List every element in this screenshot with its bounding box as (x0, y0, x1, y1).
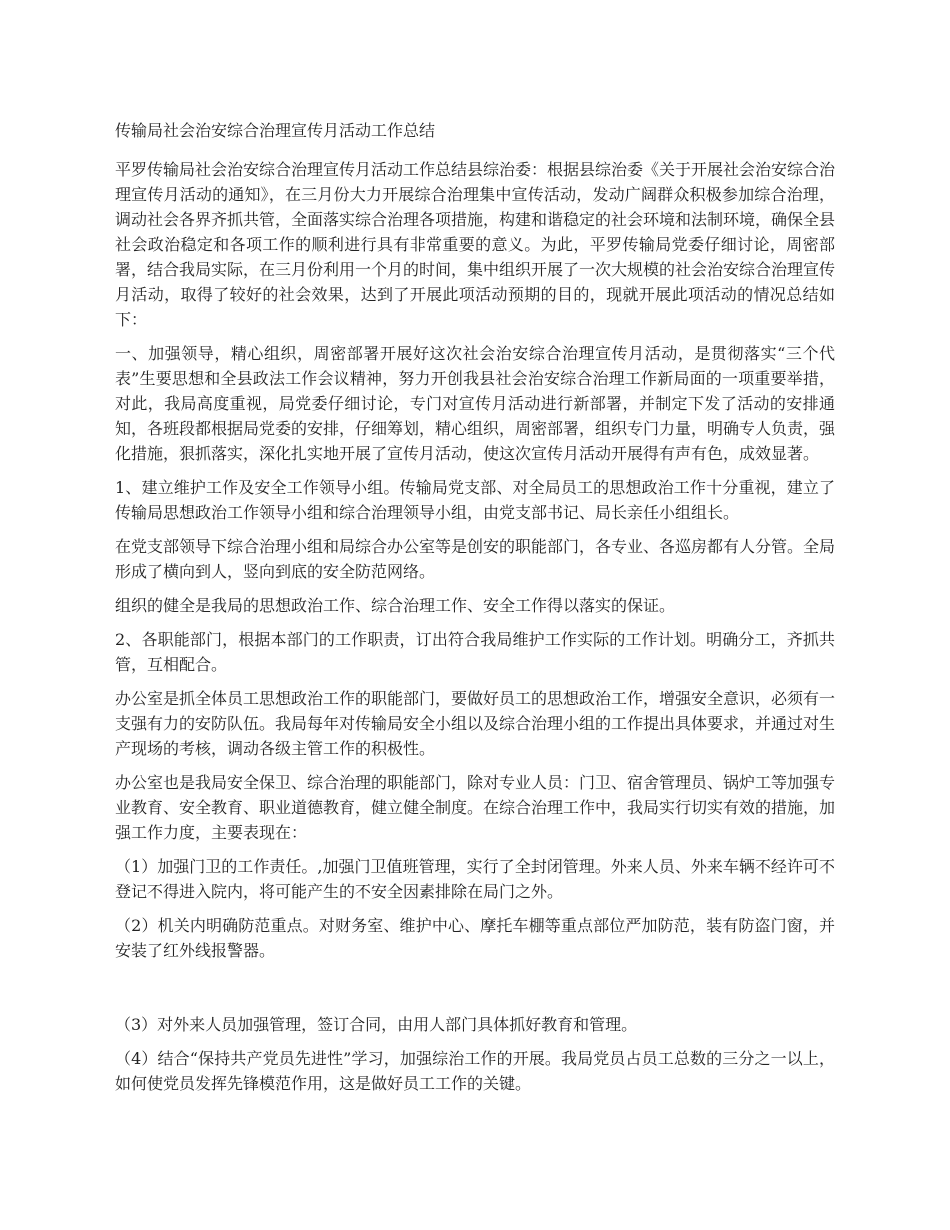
paragraph-intro: 平罗传输局社会治安综合治理宣传月活动工作总结县综治委：根据县综治委《关于开展社会治安综合治理宣传月活动的通知》，在三月份大力开展综合治理集中宣传活动，发动广阔群众积极参加综合治理，调动社会各界齐抓共管，全面落实综合治理各项措施，构建和谐稳定的社会环境和法制环境，确保全县社会政治稳定和各项工作的顺利进行具有非常重要的意义。为此，平罗传输局党委仔细讨论，周密部署，结合我局实际，在三月份利用一个月的时间，集中组织开展了一次大规模的社会治安综合治理宣传月活动，取得了较好的社会效果，达到了开展此项活动预期的目的，现就开展此项活动的情况总结如下： (115, 160, 836, 329)
paragraph-point-2: （2）机关内明确防范重点。对财务室、维护中心、摩托车棚等重点部位严加防范，装有防盗门窗，并安装了红外线报警器。 (115, 916, 835, 960)
paragraph-point-1: （1）加强门卫的工作责任。,加强门卫值班管理，实行了全封闭管理。外来人员、外来车辆不经许可不登记不得进入院内，将可能产生的不安全因素排除在局门之外。 (115, 857, 835, 901)
document-page (115, 118, 835, 1105)
document-title: 传输局社会治安综合治理宣传月活动工作总结 (115, 121, 436, 140)
paragraph-item-1: 1、建立维护工作及安全工作领导小组。传输局党支部、对全局员工的思想政治工作十分重视，建立了传输局思想政治工作领导小组和综合治理领导小组，由党支部书记、局长亲任小组组长。 (115, 478, 835, 522)
paragraph-point-3: （3）对外来人员加强管理，签订合同，由用人部门具体抓好教育和管理。 (115, 1015, 638, 1034)
paragraph-office-security: 办公室也是我局安全保卫、综合治理的职能部门，除对专业人员：门卫、宿舍管理员、锅炉工等加强专业教育、安全教育、职业道德教育，健立健全制度。在综合治理工作中，我局实行切实有效的措施，加强工作力度，主要表现在： (115, 773, 836, 842)
paragraph-section-1: 一、加强领导，精心组织，周密部署开展好这次社会治安综合治理宣传月活动，是贯彻落实“三个代表”生要思想和全县政法工作会议精神，努力开创我县社会治安综合治理工作新局面的一项重要举措，对此，我局高度重视，局党委仔细讨论，专门对宣传月活动进行新部署，并制定下发了活动的安排通知，各班段都根据局党委的安排，仔细筹划，精心组织，周密部署，组织专门力量，明确专人负责，强化措施，狠抓落实，深化扎实地开展了宣传月活动，使这次宣传月活动开展得有声有色，成效显著。 (115, 344, 836, 463)
paragraph-item-2: 2、各职能部门，根据本部门的工作职责，订出符合我局维护工作实际的工作计划。明确分工，齐抓共管，互相配合。 (115, 630, 835, 674)
paragraph-point-4: （4）结合“保持共产党员先进性”学习，加强综治工作的开展。我局党员占员工总数的三分之一以上，如何使党员发挥先锋模范作用，这是做好员工工作的关键。 (115, 1049, 835, 1093)
paragraph-office-duties: 办公室是抓全体员工思想政治工作的职能部门，要做好员工的思想政治工作，增强安全意识，必须有一支强有力的安防队伍。我局每年对传输局安全小组以及综合治理小组的工作提出具体要求，并通过对生产现场的考核，调动各级主管工作的积极性。 (115, 689, 836, 758)
paragraph-spacer (115, 972, 835, 1012)
paragraph-party-branch: 在党支部领导下综合治理小组和局综合办公室等是创安的职能部门，各专业、各巡房都有人分管。全局形成了横向到人，竖向到底的安全防范网络。 (115, 537, 836, 581)
paragraph-organization: 组织的健全是我局的思想政治工作、综合治理工作、安全工作得以落实的保证。 (115, 596, 676, 615)
